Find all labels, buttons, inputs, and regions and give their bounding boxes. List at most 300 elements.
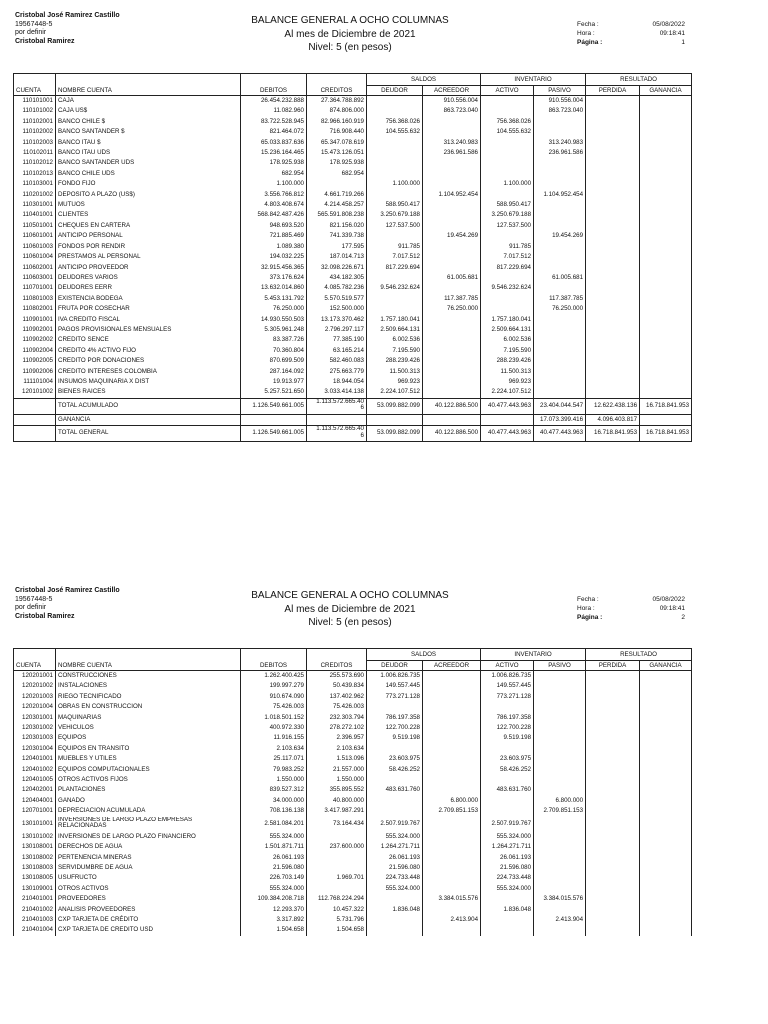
cell-amount: 26.454.232.888 bbox=[241, 96, 307, 107]
cell-amount: 910.556.004 bbox=[423, 96, 481, 107]
cell-amount: 910.674.090 bbox=[241, 692, 307, 702]
cell-amount bbox=[481, 190, 534, 200]
cell-amount: 288.239.426 bbox=[367, 356, 423, 366]
cell-amount bbox=[640, 356, 692, 366]
cell-amount: 716.908.440 bbox=[307, 127, 367, 137]
cell-amount: 237.600.000 bbox=[307, 842, 367, 852]
cell-amount bbox=[423, 335, 481, 345]
cell-amount bbox=[640, 231, 692, 241]
cell-nombre: BIENES RAICES bbox=[56, 387, 241, 398]
cell-amount bbox=[640, 138, 692, 148]
cell-amount bbox=[586, 221, 640, 231]
cell-amount: 874.806.000 bbox=[307, 106, 367, 116]
col-pasivo: PASIVO bbox=[534, 86, 586, 96]
cell-amount: 1.836.048 bbox=[367, 905, 423, 915]
cell-amount: 53.099.882.099 bbox=[367, 398, 423, 414]
cell-amount: 1.501.871.711 bbox=[241, 842, 307, 852]
cell-cuenta: 110601004 bbox=[14, 252, 56, 262]
group-inventario: INVENTARIO bbox=[481, 649, 586, 661]
cell-amount bbox=[586, 210, 640, 220]
cell-amount bbox=[423, 785, 481, 795]
cell-amount: 1.550.000 bbox=[241, 775, 307, 785]
cell-amount bbox=[586, 273, 640, 283]
cell-amount: 6.800.000 bbox=[423, 796, 481, 806]
table-row bbox=[14, 138, 692, 148]
cell-amount bbox=[640, 806, 692, 816]
cell-amount: 26.061.193 bbox=[241, 853, 307, 863]
cell-amount: 76.250.000 bbox=[534, 304, 586, 314]
cell-amount bbox=[423, 158, 481, 168]
cell-cuenta: 120401001 bbox=[14, 754, 56, 764]
table-row bbox=[14, 853, 692, 863]
cell-amount: 236.961.586 bbox=[423, 148, 481, 158]
hora-value: 09:18:41 bbox=[659, 605, 685, 612]
cell-amount: 19.454.269 bbox=[423, 231, 481, 241]
cell-amount bbox=[423, 765, 481, 775]
cell-amount: 4.096.403.817 bbox=[586, 414, 640, 425]
cell-nombre: OBRAS EN CONSTRUCCION bbox=[56, 702, 241, 712]
cell-amount: 10.457.322 bbox=[307, 905, 367, 915]
cell-amount: 5.257.521.650 bbox=[241, 387, 307, 398]
cell-amount bbox=[481, 915, 534, 925]
cell-cuenta: 110401001 bbox=[14, 210, 56, 220]
cell-cuenta: 120301001 bbox=[14, 713, 56, 723]
cell-amount: 19.913.977 bbox=[241, 377, 307, 387]
cell-amount bbox=[423, 127, 481, 137]
table-row bbox=[14, 210, 692, 220]
report-title: BALANCE GENERAL A OCHO COLUMNAS bbox=[251, 15, 449, 26]
cell-amount: 1.104.952.454 bbox=[534, 190, 586, 200]
cell-amount: 1.757.180.041 bbox=[367, 315, 423, 325]
cell-amount: 741.339.738 bbox=[307, 231, 367, 241]
cell-nombre: EXISTENCIA BODEGA bbox=[56, 294, 241, 304]
cell-amount bbox=[534, 785, 586, 795]
cell-amount: 2.509.664.131 bbox=[367, 325, 423, 335]
cell-amount: 773.271.128 bbox=[367, 692, 423, 702]
cell-cuenta: 210401001 bbox=[14, 894, 56, 904]
cell-amount: 76.250.000 bbox=[241, 304, 307, 314]
cell-amount bbox=[534, 210, 586, 220]
cell-amount: 16.718.841.953 bbox=[586, 426, 640, 442]
cell-amount: 6.800.000 bbox=[534, 796, 586, 806]
cell-amount bbox=[586, 894, 640, 904]
cell-amount: 5.453.131.792 bbox=[241, 294, 307, 304]
cell-amount: 127.537.500 bbox=[367, 221, 423, 231]
cell-amount: 2.581.084.201 bbox=[241, 817, 307, 832]
company-block bbox=[15, 12, 120, 46]
cell-amount bbox=[367, 138, 423, 148]
cell-amount bbox=[586, 294, 640, 304]
pagina-label: Página : bbox=[577, 614, 603, 621]
cell-amount: 40.477.443.963 bbox=[481, 426, 534, 442]
table-row bbox=[14, 884, 692, 894]
cell-amount: 313.240.983 bbox=[534, 138, 586, 148]
cell-amount: 224.733.448 bbox=[367, 873, 423, 883]
cell-amount bbox=[534, 817, 586, 832]
table-row bbox=[14, 733, 692, 743]
cell-amount: 40.477.443.963 bbox=[534, 426, 586, 442]
cell-amount: 117.387.785 bbox=[423, 294, 481, 304]
cell-nombre: BANCO SANTANDER $ bbox=[56, 127, 241, 137]
group-saldos: SALDOS bbox=[367, 74, 481, 86]
cell-amount: 15.473.126.051 bbox=[307, 148, 367, 158]
cell-amount bbox=[367, 744, 423, 754]
cell-amount: 40.477.443.963 bbox=[481, 398, 534, 414]
cell-amount bbox=[586, 387, 640, 398]
table-row bbox=[14, 273, 692, 283]
cell-amount: 21.596.080 bbox=[241, 863, 307, 873]
cell-amount: 708.136.138 bbox=[241, 806, 307, 816]
cell-cuenta: 111101004 bbox=[14, 377, 56, 387]
cell-amount bbox=[367, 96, 423, 107]
cell-amount: 12.293.370 bbox=[241, 905, 307, 915]
cell-amount bbox=[586, 138, 640, 148]
cell-amount bbox=[423, 925, 481, 935]
table-row bbox=[14, 263, 692, 273]
cell-amount bbox=[367, 190, 423, 200]
cell-amount bbox=[640, 733, 692, 743]
table-row bbox=[14, 179, 692, 189]
cell-amount bbox=[423, 346, 481, 356]
cell-cuenta: 120201001 bbox=[14, 671, 56, 682]
cell-amount bbox=[640, 832, 692, 842]
cell-nombre: SERVIDUMBRE DE AGUA bbox=[56, 863, 241, 873]
cell-amount bbox=[367, 796, 423, 806]
cell-amount: 278.272.102 bbox=[307, 723, 367, 733]
cell-amount bbox=[586, 263, 640, 273]
cell-amount: 2.103.634 bbox=[241, 744, 307, 754]
cell-amount bbox=[640, 148, 692, 158]
cell-nombre: EQUIPOS bbox=[56, 733, 241, 743]
cell-amount: 40.122.886.500 bbox=[423, 426, 481, 442]
cell-amount bbox=[586, 231, 640, 241]
cell-amount bbox=[640, 884, 692, 894]
cell-amount: 1.113.572.665.40 6 bbox=[307, 426, 367, 442]
cell-amount: 6.002.536 bbox=[367, 335, 423, 345]
cell-amount: 287.164.092 bbox=[241, 367, 307, 377]
cell-amount: 2.507.919.767 bbox=[367, 817, 423, 832]
cell-amount bbox=[534, 925, 586, 935]
cell-amount: 73.164.434 bbox=[307, 817, 367, 832]
cell-amount: 65.033.837.636 bbox=[241, 138, 307, 148]
cell-amount bbox=[307, 853, 367, 863]
cell-amount: 434.182.305 bbox=[307, 273, 367, 283]
cell-amount bbox=[423, 356, 481, 366]
cell-amount: 2.224.107.512 bbox=[481, 387, 534, 398]
report-page-2 bbox=[0, 575, 768, 934]
fecha-label: Fecha : bbox=[577, 21, 599, 28]
cell-amount bbox=[534, 702, 586, 712]
cell-amount: 3.556.766.812 bbox=[241, 190, 307, 200]
cell-amount: 582.460.083 bbox=[307, 356, 367, 366]
table-row bbox=[14, 671, 692, 682]
cell-amount: 817.229.694 bbox=[481, 263, 534, 273]
cell-amount bbox=[481, 775, 534, 785]
table-row bbox=[14, 190, 692, 200]
cell-amount: 3.417.987.291 bbox=[307, 806, 367, 816]
cell-amount: 863.723.040 bbox=[423, 106, 481, 116]
balance-table bbox=[13, 73, 692, 442]
pagina-value: 2 bbox=[681, 614, 685, 621]
cell-amount: 2.507.919.767 bbox=[481, 817, 534, 832]
fecha-label: Fecha : bbox=[577, 596, 599, 603]
cell-amount bbox=[423, 315, 481, 325]
cell-amount bbox=[640, 377, 692, 387]
cell-amount bbox=[534, 315, 586, 325]
cell-amount bbox=[534, 744, 586, 754]
balance-table bbox=[13, 648, 692, 936]
cell-nombre: ANTICIPO PERSONAL bbox=[56, 231, 241, 241]
cell-cuenta: 110602001 bbox=[14, 263, 56, 273]
cell-amount bbox=[586, 367, 640, 377]
cell-amount: 555.324.000 bbox=[481, 832, 534, 842]
cell-nombre: CHEQUES EN CARTERA bbox=[56, 221, 241, 231]
cell-cuenta: 120701001 bbox=[14, 806, 56, 816]
cell-amount bbox=[640, 221, 692, 231]
table-row bbox=[14, 832, 692, 842]
cell-amount: 3.033.414.138 bbox=[307, 387, 367, 398]
cell-amount: 61.005.681 bbox=[534, 273, 586, 283]
cell-amount bbox=[640, 106, 692, 116]
cell-amount: 12.622.438.136 bbox=[586, 398, 640, 414]
cell-amount bbox=[241, 414, 307, 425]
cell-amount: 288.239.426 bbox=[481, 356, 534, 366]
cell-cuenta: 110101002 bbox=[14, 106, 56, 116]
cell-amount: 2.413.904 bbox=[423, 915, 481, 925]
cell-amount bbox=[640, 169, 692, 179]
table-row bbox=[14, 231, 692, 241]
cell-amount bbox=[586, 744, 640, 754]
cell-amount bbox=[640, 842, 692, 852]
cell-nombre: BANCO ITAU UDS bbox=[56, 148, 241, 158]
cell-amount: 21.596.080 bbox=[481, 863, 534, 873]
cell-amount: 32.915.456.365 bbox=[241, 263, 307, 273]
cell-amount bbox=[534, 723, 586, 733]
cell-amount bbox=[586, 806, 640, 816]
cell-amount: 4.661.719.266 bbox=[307, 190, 367, 200]
cell-amount bbox=[367, 894, 423, 904]
cell-amount: 1.550.000 bbox=[307, 775, 367, 785]
cell-cuenta: 110802001 bbox=[14, 304, 56, 314]
cell-amount bbox=[640, 179, 692, 189]
cell-amount: 7.017.512 bbox=[367, 252, 423, 262]
cell-amount bbox=[423, 117, 481, 127]
cell-amount: 1.104.952.454 bbox=[423, 190, 481, 200]
cell-amount: 1.126.549.661.005 bbox=[241, 426, 307, 442]
cell-amount bbox=[586, 377, 640, 387]
company-rut: 19567448-5 bbox=[15, 20, 53, 28]
cell-amount bbox=[640, 702, 692, 712]
cell-amount bbox=[423, 179, 481, 189]
report-title-block bbox=[200, 589, 500, 630]
cell-amount bbox=[586, 884, 640, 894]
cell-amount: 187.014.713 bbox=[307, 252, 367, 262]
cell-amount: 275.663.779 bbox=[307, 367, 367, 377]
cell-amount: 76.250.000 bbox=[423, 304, 481, 314]
cell-amount bbox=[481, 806, 534, 816]
cell-nombre: DEUDORES VARIOS bbox=[56, 273, 241, 283]
report-level: Nivel: 5 (en pesos) bbox=[308, 42, 392, 53]
cell-amount: 756.368.026 bbox=[481, 117, 534, 127]
cell-amount bbox=[307, 179, 367, 189]
cell-amount: 821.464.072 bbox=[241, 127, 307, 137]
cell-amount: 1.089.380 bbox=[241, 242, 307, 252]
cell-amount bbox=[640, 242, 692, 252]
cell-amount: 199.997.279 bbox=[241, 681, 307, 691]
cell-amount bbox=[534, 200, 586, 210]
cell-amount bbox=[640, 117, 692, 127]
cell-amount bbox=[586, 325, 640, 335]
col-perdida: PERDIDA bbox=[586, 86, 640, 96]
cell-amount bbox=[640, 853, 692, 863]
cell-amount: 682.954 bbox=[307, 169, 367, 179]
cell-amount: 149.557.445 bbox=[367, 681, 423, 691]
cell-cuenta: 130108005 bbox=[14, 873, 56, 883]
cell-cuenta: 120201002 bbox=[14, 681, 56, 691]
cell-amount bbox=[534, 263, 586, 273]
cell-amount bbox=[423, 692, 481, 702]
table-row bbox=[14, 426, 692, 442]
cell-nombre: IVA CREDITO FISCAL bbox=[56, 315, 241, 325]
cell-amount bbox=[586, 692, 640, 702]
cell-amount bbox=[640, 925, 692, 935]
table-row bbox=[14, 377, 692, 387]
cell-amount: 1.006.826.735 bbox=[367, 671, 423, 682]
cell-amount bbox=[423, 723, 481, 733]
company-name: Cristobal José Ramirez Castillo bbox=[15, 587, 120, 594]
cell-amount: 13.632.014.860 bbox=[241, 283, 307, 293]
cell-amount bbox=[481, 231, 534, 241]
col-cuenta: CUENTA bbox=[14, 661, 56, 671]
cell-amount: 817.229.694 bbox=[367, 263, 423, 273]
cell-amount bbox=[534, 681, 586, 691]
cell-amount: 178.925.938 bbox=[307, 158, 367, 168]
cell-amount bbox=[534, 158, 586, 168]
table-row bbox=[14, 294, 692, 304]
cell-amount bbox=[423, 387, 481, 398]
table-row bbox=[14, 702, 692, 712]
cell-amount bbox=[640, 315, 692, 325]
cell-amount bbox=[586, 863, 640, 873]
cell-amount bbox=[423, 817, 481, 832]
cell-amount: 32.098.226.671 bbox=[307, 263, 367, 273]
col-debitos: DEBITOS bbox=[241, 661, 307, 671]
cell-amount: 948.693.520 bbox=[241, 221, 307, 231]
col-creditos: CREDITOS bbox=[307, 661, 367, 671]
cell-amount: 122.700.228 bbox=[481, 723, 534, 733]
cell-amount bbox=[534, 692, 586, 702]
cell-nombre: USUFRUCTO bbox=[56, 873, 241, 883]
cell-cuenta bbox=[14, 414, 56, 425]
cell-amount bbox=[640, 210, 692, 220]
cell-amount bbox=[640, 765, 692, 775]
cell-amount: 1.006.826.735 bbox=[481, 671, 534, 682]
cell-amount bbox=[586, 832, 640, 842]
cell-nombre: EQUIPOS COMPUTACIONALES bbox=[56, 765, 241, 775]
table-row bbox=[14, 148, 692, 158]
cell-amount bbox=[423, 210, 481, 220]
cell-amount bbox=[367, 304, 423, 314]
cell-nombre: GANADO bbox=[56, 796, 241, 806]
cell-amount: 756.368.026 bbox=[367, 117, 423, 127]
cell-amount: 786.197.358 bbox=[481, 713, 534, 723]
cell-nombre: PROVEEDORES bbox=[56, 894, 241, 904]
cell-amount bbox=[423, 863, 481, 873]
cell-cuenta: 110102013 bbox=[14, 169, 56, 179]
cell-amount bbox=[586, 335, 640, 345]
cell-amount bbox=[586, 96, 640, 107]
cell-amount bbox=[423, 283, 481, 293]
cell-nombre: BANCO CHILE $ bbox=[56, 117, 241, 127]
cell-amount: 483.631.760 bbox=[481, 785, 534, 795]
cell-amount bbox=[367, 148, 423, 158]
cell-amount: 1.100.000 bbox=[481, 179, 534, 189]
cell-amount: 75.426.003 bbox=[241, 702, 307, 712]
report-title-block bbox=[200, 14, 500, 55]
cell-amount bbox=[640, 692, 692, 702]
cell-amount: 23.404.044.547 bbox=[534, 398, 586, 414]
cell-nombre: EQUIPOS EN TRANSITO bbox=[56, 744, 241, 754]
cell-amount: 58.426.252 bbox=[367, 765, 423, 775]
cell-amount: 373.176.624 bbox=[241, 273, 307, 283]
cell-amount bbox=[640, 671, 692, 682]
cell-amount bbox=[586, 817, 640, 832]
cell-amount bbox=[640, 335, 692, 345]
cell-cuenta bbox=[14, 426, 56, 442]
table-body bbox=[14, 96, 692, 442]
group-resultado: RESULTADO bbox=[586, 74, 692, 86]
cell-amount bbox=[640, 905, 692, 915]
cell-amount bbox=[640, 723, 692, 733]
cell-amount bbox=[481, 158, 534, 168]
table-row bbox=[14, 842, 692, 852]
cell-amount bbox=[534, 283, 586, 293]
cell-amount bbox=[586, 356, 640, 366]
cell-cuenta: 130109001 bbox=[14, 884, 56, 894]
cell-amount bbox=[640, 294, 692, 304]
cell-amount: 18.944.054 bbox=[307, 377, 367, 387]
cell-amount: 1.018.501.152 bbox=[241, 713, 307, 723]
cell-amount: 50.439.834 bbox=[307, 681, 367, 691]
hora-label: Hora : bbox=[577, 30, 595, 37]
col-ganancia: GANANCIA bbox=[640, 661, 692, 671]
cell-amount bbox=[423, 754, 481, 764]
cell-nombre: FONDO FIJO bbox=[56, 179, 241, 189]
cell-amount: 863.723.040 bbox=[534, 106, 586, 116]
cell-cuenta: 120301002 bbox=[14, 723, 56, 733]
cell-amount: 1.126.549.661.005 bbox=[241, 398, 307, 414]
report-period: Al mes de Diciembre de 2021 bbox=[284, 603, 416, 615]
cell-amount bbox=[423, 671, 481, 682]
table-row bbox=[14, 785, 692, 795]
cell-nombre: CREDITO POR DONACIONES bbox=[56, 356, 241, 366]
cell-amount: 1.969.701 bbox=[307, 873, 367, 883]
cell-amount bbox=[534, 765, 586, 775]
cell-amount: 400.972.330 bbox=[241, 723, 307, 733]
cell-amount: 194.032.225 bbox=[241, 252, 307, 262]
cell-amount: 9.546.232.624 bbox=[481, 283, 534, 293]
cell-amount bbox=[423, 221, 481, 231]
cell-amount bbox=[481, 273, 534, 283]
cell-nombre: PAGOS PROVISIONALES MENSUALES bbox=[56, 325, 241, 335]
cell-amount bbox=[534, 127, 586, 137]
cell-amount: 9.519.198 bbox=[481, 733, 534, 743]
hora-value: 09:18:41 bbox=[659, 30, 685, 37]
cell-nombre: DERECHOS DE AGUA bbox=[56, 842, 241, 852]
cell-nombre: PRESTAMOS AL PERSONAL bbox=[56, 252, 241, 262]
cell-nombre: ANTICIPO PROVEEDOR bbox=[56, 263, 241, 273]
cell-amount: 682.954 bbox=[241, 169, 307, 179]
